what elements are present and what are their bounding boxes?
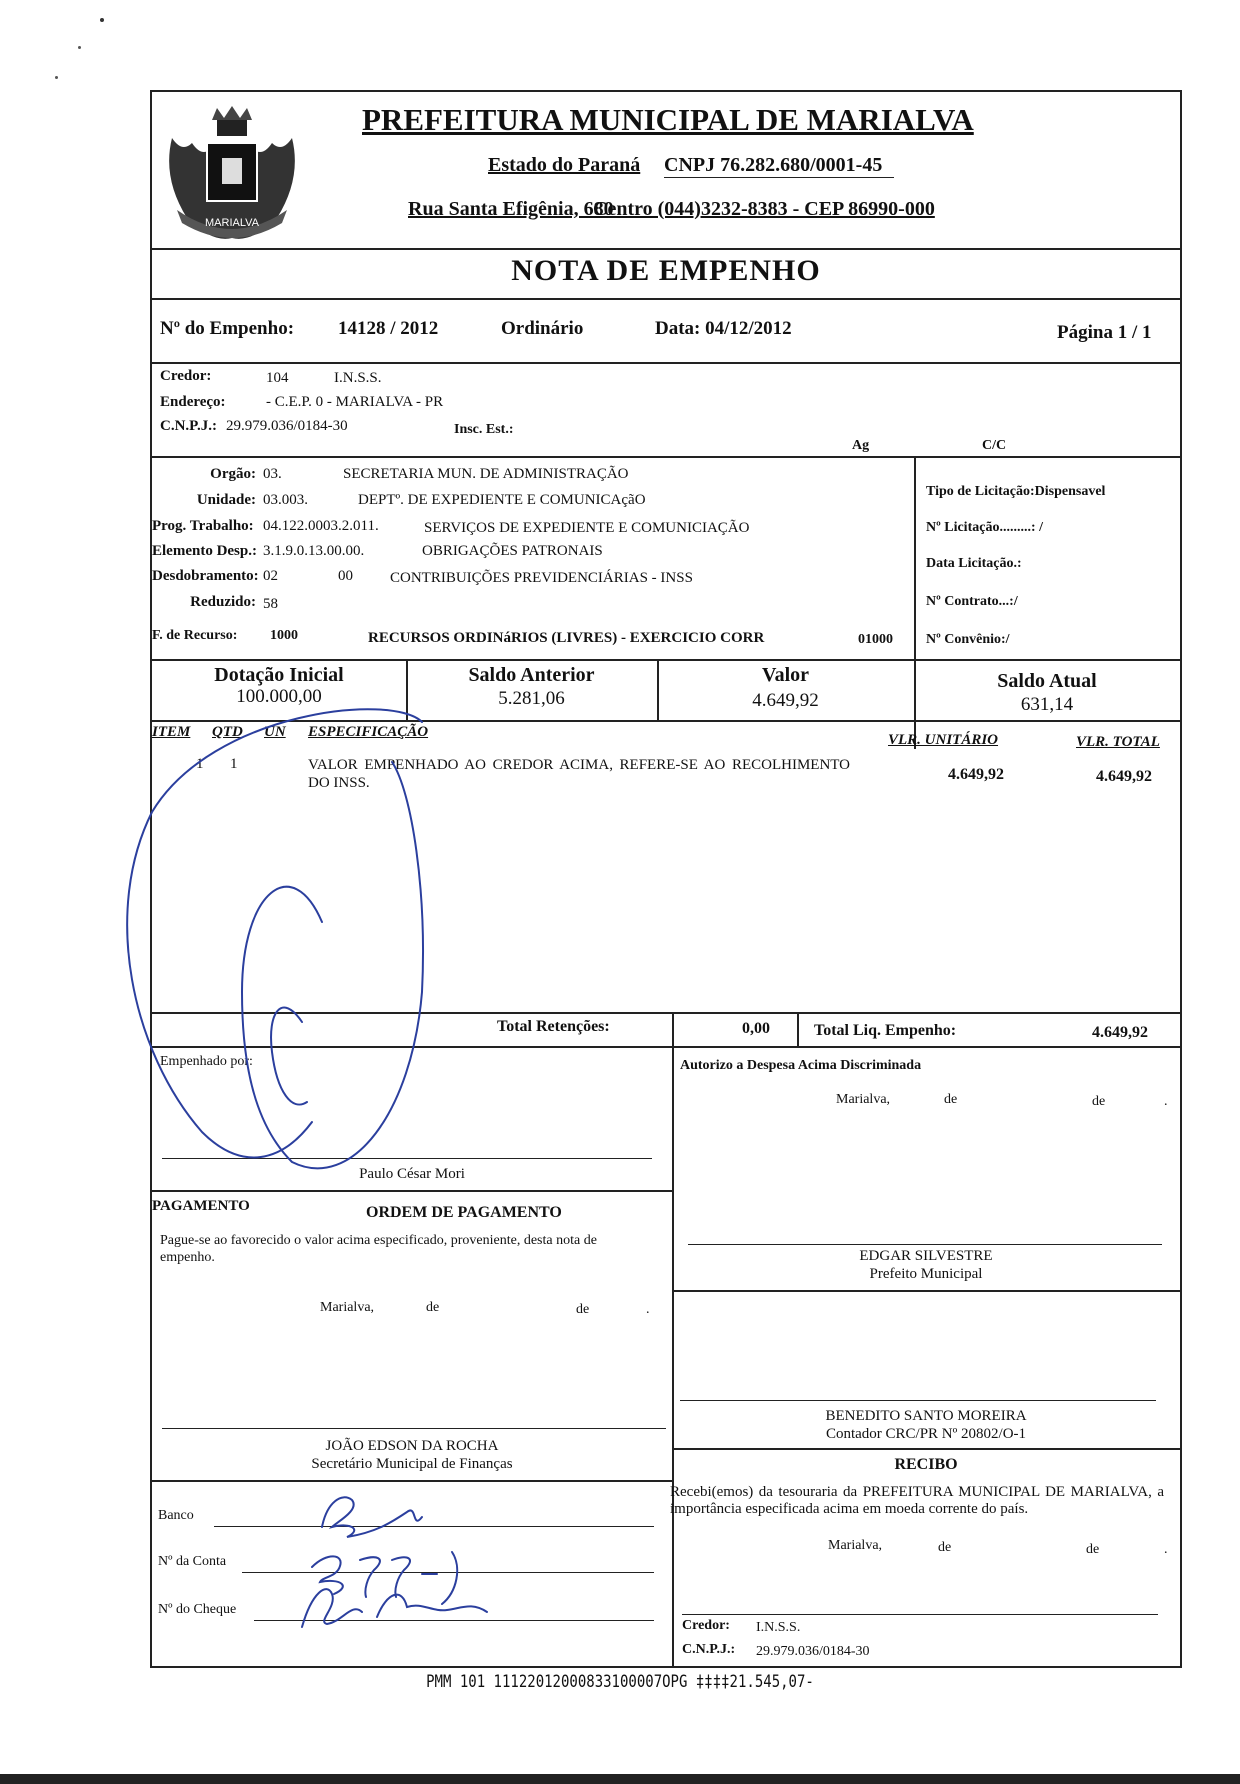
ag-label: Ag [852, 438, 870, 453]
prog-name: SERVIÇOS DE EXPEDIENTE E COMUNICIAÇÃO [424, 520, 750, 536]
header-street: Rua Santa Efigênia, 680 [408, 198, 614, 220]
autorizo-de2: de [1092, 1094, 1106, 1109]
pagamento-label: PAGAMENTO [152, 1198, 250, 1214]
item-spec: VALOR EMPENHADO AO CREDOR ACIMA, REFERE-SE AO RECOLHIMENTO DO INSS. [308, 757, 850, 791]
unidade-code: 03.003. [263, 492, 308, 508]
prefeito-name: EDGAR SILVESTRE [859, 1248, 993, 1264]
pagamento-de1: de [426, 1300, 440, 1315]
credor-name: I.N.S.S. [334, 370, 382, 386]
saldo-anterior-label: Saldo Anterior [468, 664, 595, 686]
item-number: 1 [196, 756, 204, 772]
recibo-period: . [1164, 1542, 1168, 1557]
col-header-qtd: QTD [212, 724, 243, 740]
recurso-number: 01000 [858, 632, 893, 647]
dotacao-value: 100.000,00 [236, 686, 322, 707]
contador-name: BENEDITO SANTO MOREIRA [825, 1408, 1027, 1424]
liq-empenho-label: Total Liq. Empenho: [814, 1022, 957, 1039]
header-cnpj: CNPJ 76.282.680/0001-45 [664, 154, 894, 178]
elemento-name: OBRIGAÇÕES PATRONAIS [422, 543, 603, 559]
orgao-name: SECRETARIA MUN. DE ADMINISTRAÇÃO [343, 466, 629, 482]
pagamento-period: . [646, 1302, 650, 1317]
recibo-cnpj: 29.979.036/0184-30 [756, 1644, 870, 1659]
col-header-item: ITEM [152, 724, 191, 740]
saldo-atual-label: Saldo Atual [997, 670, 1097, 692]
conta-label: Nº da Conta [158, 1554, 227, 1569]
recibo-de1: de [938, 1540, 952, 1555]
empenho-date: Data: 04/12/2012 [655, 318, 792, 339]
recibo-de2: de [1086, 1542, 1100, 1557]
secretario-name: JOÃO EDSON DA ROCHA [325, 1438, 499, 1454]
desdob-code1: 02 [263, 568, 278, 584]
banco-label: Banco [158, 1508, 194, 1523]
recibo-title: RECIBO [894, 1456, 958, 1473]
recibo-credor-label: Credor: [682, 1618, 730, 1633]
doc-title: NOTA DE EMPENHO [511, 254, 821, 287]
scan-speck [55, 76, 58, 79]
scan-speck [100, 18, 104, 22]
orgao-code: 03. [263, 466, 282, 482]
liq-empenho-value: 4.649,92 [1092, 1024, 1148, 1041]
elemento-label: Elemento Desp.: [152, 543, 257, 559]
cnpj-label: C.N.P.J.: [160, 418, 217, 434]
prefeito-role: Prefeito Municipal [869, 1266, 983, 1282]
marialva-coat-of-arms [162, 98, 302, 248]
handwritten-signature [92, 692, 532, 1212]
autorizo-city: Marialva, [836, 1092, 891, 1107]
endereco-label: Endereço: [160, 394, 226, 410]
credor-label: Credor: [160, 368, 212, 384]
empenhado-por-label: Empenhado por: [160, 1054, 253, 1069]
autorizo-period: . [1164, 1094, 1168, 1109]
autorizo-title: Autorizo a Despesa Acima Discriminada [680, 1058, 922, 1073]
desdob-label: Desdobramento: [152, 568, 259, 584]
valor-value: 4.649,92 [752, 690, 819, 711]
dotacao-label: Dotação Inicial [214, 664, 344, 686]
recibo-credor-name: I.N.S.S. [756, 1620, 801, 1635]
item-unit-value: 4.649,92 [948, 766, 1004, 783]
reduzido-value: 58 [263, 596, 278, 612]
valor-label: Valor [761, 664, 810, 686]
unidade-name: DEPTº. DE EXPEDIENTE E COMUNICAçãO [358, 492, 646, 508]
retencoes-value: 0,00 [742, 1020, 770, 1037]
credor-address: - C.E.P. 0 - MARIALVA - PR [266, 394, 444, 410]
numero-contrato: Nº Contrato...:/ [926, 594, 1018, 609]
empenho-type: Ordinário [501, 318, 584, 339]
cheque-label: Nº do Cheque [158, 1602, 237, 1617]
desdob-name: CONTRIBUIÇÕES PREVIDENCIÁRIAS - INSS [390, 570, 693, 586]
col-header-spec: ESPECIFICAÇÃO [308, 724, 429, 740]
recibo-cnpj-label: C.N.P.J.: [682, 1642, 736, 1657]
prog-code: 04.122.0003.2.011. [263, 518, 379, 534]
prog-label: Prog. Trabalho: [152, 518, 254, 534]
contador-role: Contador CRC/PR Nº 20802/O-1 [825, 1426, 1027, 1442]
empenhado-name: Paulo César Mori [359, 1166, 465, 1182]
pagamento-text: Pague-se ao favorecido o valor acima especificado, proveniente, desta nota de empenho. [160, 1233, 597, 1265]
credor-code: 104 [266, 370, 289, 386]
secretario-role: Secretário Municipal de Finanças [311, 1456, 513, 1472]
cc-label: C/C [982, 438, 1007, 453]
empenho-document [150, 90, 1182, 1668]
control-code: PMM 101 11122012000833100007OPG ‡‡‡‡21.545,07- [426, 1672, 814, 1692]
desdob-code2: 00 [338, 568, 353, 584]
orgao-label: Orgão: [210, 466, 256, 482]
recurso-label: F. de Recurso: [152, 628, 238, 643]
insc-est-label: Insc. Est.: [454, 422, 514, 437]
tipo-licitacao: Tipo de Licitação:Dispensavel [926, 484, 1106, 499]
empenho-number-label: Nº do Empenho: [160, 318, 295, 339]
item-qtd: 1 [230, 756, 238, 772]
municipality-title: PREFEITURA MUNICIPAL DE MARIALVA [362, 102, 974, 137]
reduzido-label: Reduzido: [190, 594, 256, 610]
col-header-total-value: VLR. TOTAL [1076, 734, 1160, 750]
retencoes-label: Total Retenções: [497, 1018, 610, 1035]
autorizo-de1: de [944, 1092, 958, 1107]
crest-ribbon-text: MARIALVA [205, 217, 259, 229]
page-number: Página 1 / 1 [1057, 322, 1152, 343]
saldo-anterior-value: 5.281,06 [498, 688, 565, 709]
recurso-name: RECURSOS ORDINáRIOS (LIVRES) - EXERCICIO CORR [368, 630, 765, 646]
saldo-atual-value: 631,14 [1020, 694, 1074, 715]
col-header-unit-value: VLR. UNITÁRIO [888, 732, 999, 748]
item-total-value: 4.649,92 [1096, 768, 1152, 785]
state-label: Estado do Paraná [488, 154, 641, 176]
ordem-pagamento-title: ORDEM DE PAGAMENTO [366, 1204, 562, 1221]
recurso-code: 1000 [270, 628, 298, 643]
col-header-un: UN [264, 724, 286, 740]
scan-bottom-edge [0, 1774, 1240, 1784]
credor-cnpj: 29.979.036/0184-30 [226, 418, 348, 434]
data-licitacao: Data Licitação.: [926, 556, 1022, 571]
recibo-city: Marialva, [828, 1538, 883, 1553]
recibo-text: Recebi(emos) da tesouraria da PREFEITURA MUNICIPAL DE MARIALVA, a importância especificada acima em moeda corrente do país. [670, 1484, 1164, 1517]
unidade-label: Unidade: [196, 492, 256, 508]
pagamento-de2: de [576, 1302, 590, 1317]
numero-convenio: Nº Convênio:/ [926, 632, 1010, 647]
elemento-code: 3.1.9.0.13.00.00. [263, 543, 365, 559]
bank-handwriting [282, 1482, 502, 1642]
numero-licitacao: Nº Licitação.........: / [926, 520, 1043, 535]
empenho-number: 14128 / 2012 [338, 318, 439, 339]
scan-speck [78, 46, 81, 49]
pagamento-city: Marialva, [320, 1300, 375, 1315]
header-address: Centro (044)3232-8383 - CEP 86990-000 [593, 198, 935, 220]
